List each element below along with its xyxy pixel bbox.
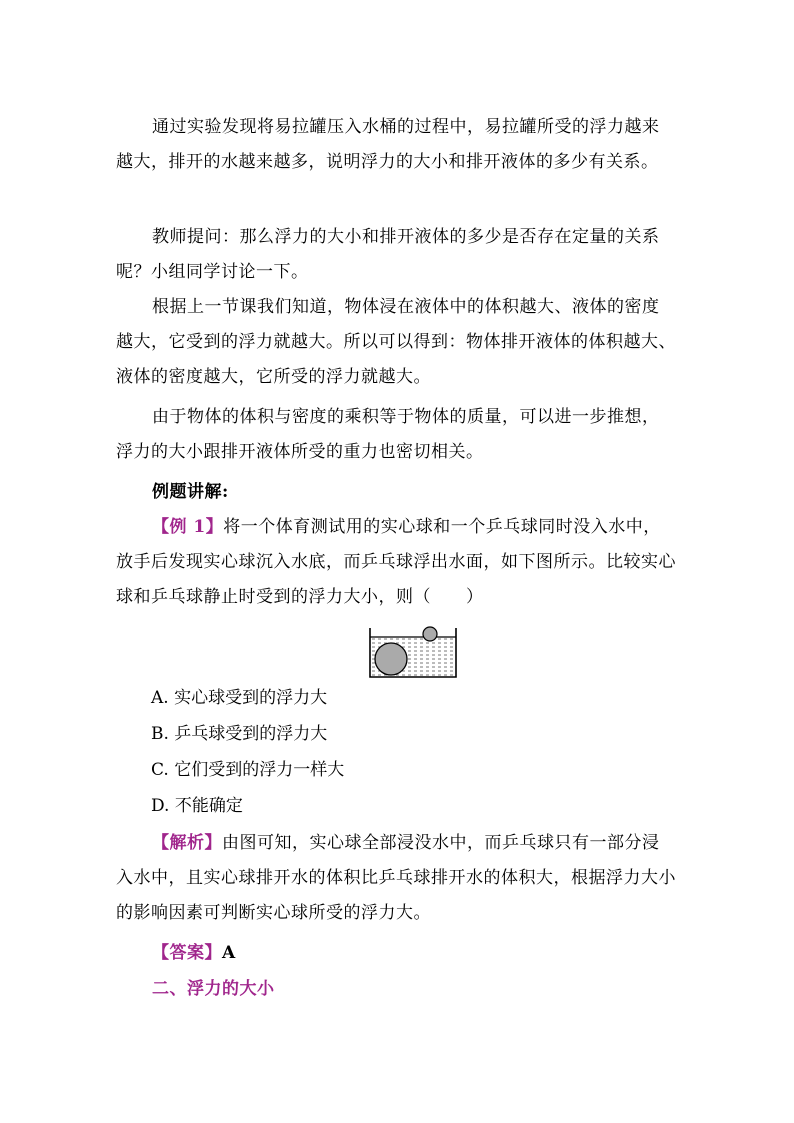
example-1	[116, 510, 676, 615]
example-heading: 例题讲解:	[152, 482, 229, 502]
analysis-tag: 【解析】	[152, 833, 222, 853]
section-heading: 二、浮力的大小	[152, 979, 275, 999]
option-b: B. 乒乓球受到的浮力大	[151, 724, 328, 744]
option-c: C. 它们受到的浮力一样大	[151, 760, 345, 780]
example-tag: 【例 1】	[152, 517, 224, 537]
analysis-text: 由图可知，实心球全部浸没水中，而乒乓球只有一部分浸入水中，且实心球排开水的体积比乒乓球排开水的体积大，根据浮力大小的影响因素可判断实心球所受的浮力大。	[116, 833, 676, 923]
answer-value: A	[222, 943, 236, 963]
paragraph-4: 由于物体的体积与密度的乘积等于物体的质量，可以进一步推想，浮力的大小跟排开液体所受的重力也密切相关。	[116, 407, 660, 462]
option-a: A. 实心球受到的浮力大	[151, 688, 328, 708]
analysis	[116, 826, 676, 931]
ping-pong-ball	[423, 627, 437, 641]
paragraph-3: 根据上一节课我们知道，物体浸在液体中的体积越大、液体的密度越大，它受到的浮力就越大。所以可以得到：物体排开液体的体积越大、液体的密度越大，它所受的浮力就越大。	[116, 297, 676, 387]
option-d: D. 不能确定	[151, 796, 243, 816]
answer-tag: 【答案】	[152, 943, 222, 963]
example-text: 将一个体育测试用的实心球和一个乒乓球同时没入水中，放手后发现实心球沉入水底，而乒乓球浮出水面，如下图所示。比较实心球和乒乓球静止时受到的浮力大小，则（ ）	[116, 517, 676, 607]
paragraph-1: 通过实验发现将易拉罐压入水桶的过程中，易拉罐所受的浮力越来越大，排开的水越来越多，说明浮力的大小和排开液体的多少有关系。	[116, 117, 660, 172]
paragraph-2: 教师提问：那么浮力的大小和排开液体的多少是否存在定量的关系呢？小组同学讨论一下。	[116, 227, 660, 282]
beaker-figure	[366, 625, 460, 681]
solid-ball	[375, 643, 407, 675]
answer	[116, 936, 676, 971]
